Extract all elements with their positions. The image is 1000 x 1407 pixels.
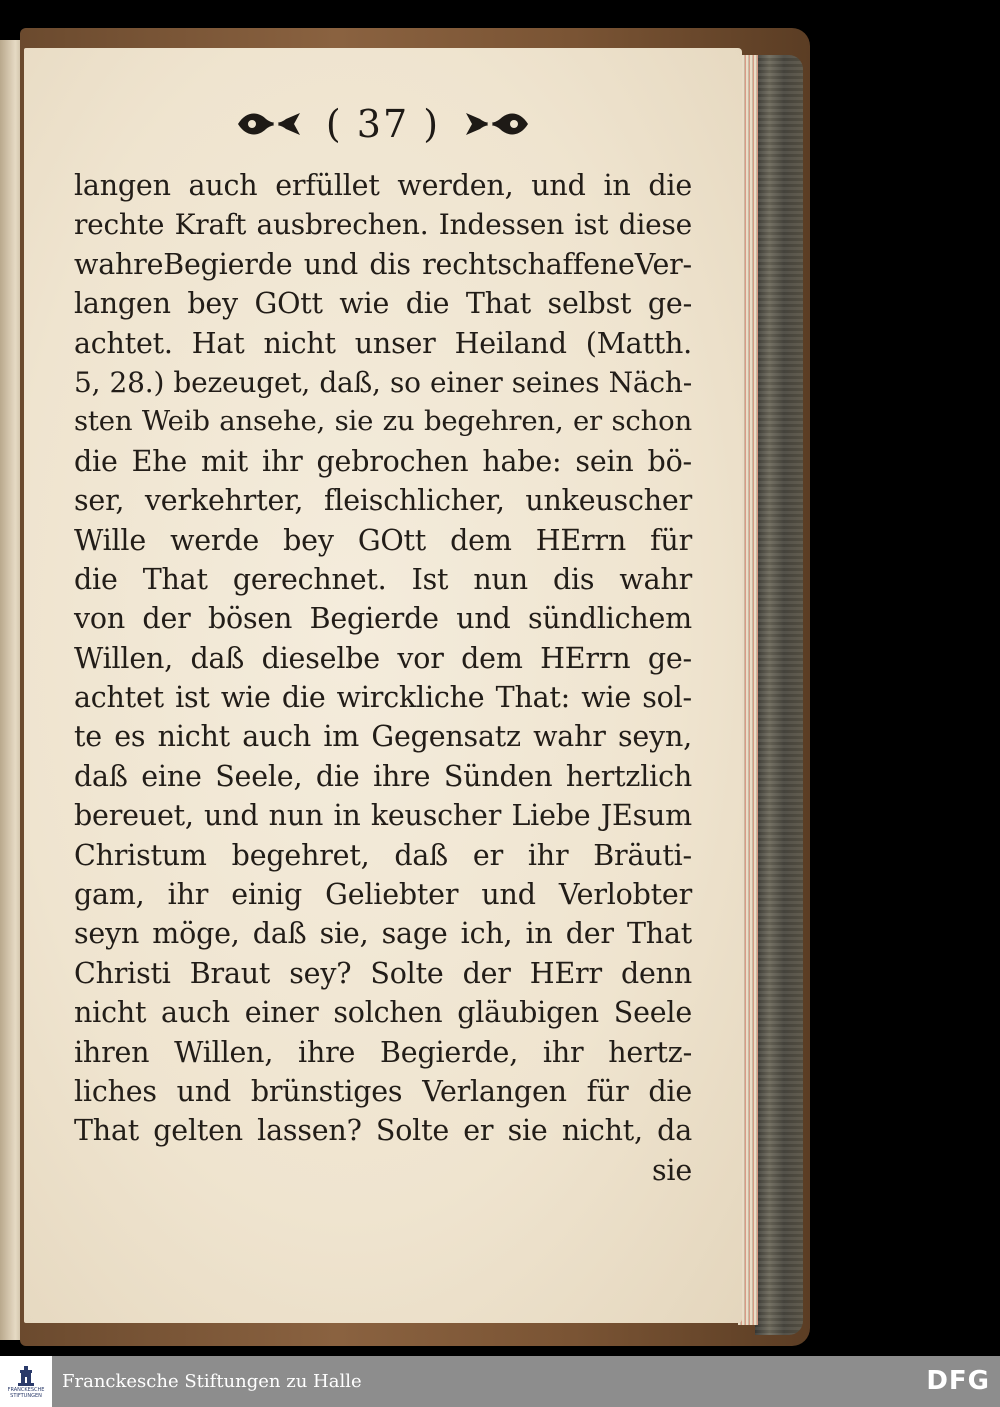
text-line: Willen, daß dieselbe vor dem HErrn ge- [74, 641, 692, 675]
text-line: gam, ihr einig Geliebter und Verlobter [74, 878, 692, 912]
ornament-left-icon [236, 109, 302, 139]
logo-text: FRANCKESCHE [7, 1386, 45, 1393]
logo-text: STIFTUNGEN [10, 1392, 42, 1399]
viewer-footer [0, 1356, 1000, 1407]
page-number: ( 37 ) [325, 101, 441, 146]
text-line: achtet ist wie die wirckliche That: wie sol- [74, 681, 692, 715]
building-icon [16, 1365, 36, 1387]
text-line: langen auch erfüllet werden, und in die [74, 169, 692, 202]
facing-page-edge [0, 40, 22, 1340]
text-line: Wille werde bey GOtt dem HErrn für [74, 523, 692, 557]
text-line: die That gerechnet. Ist nun dis wahr [74, 562, 692, 596]
institution-name[interactable]: Franckesche Stiftungen zu Halle [62, 1371, 362, 1392]
text-line: liches und brünstiges Verlangen für die [74, 1074, 692, 1108]
text-line: wahreBegierde und dis rechtschaffeneVer- [74, 247, 692, 281]
institution-logo[interactable] [0, 1356, 52, 1407]
text-line: seyn möge, daß sie, sage ich, in der That [74, 917, 692, 951]
text-line: te es nicht auch im Gegensatz wahr seyn, [74, 720, 692, 754]
book-page [24, 48, 742, 1323]
body-text [74, 166, 692, 1190]
text-line: langen bey GOtt wie die That selbst ge- [74, 287, 692, 321]
text-line: 5, 28.) bezeuget, daß, so einer seines Näch- [74, 365, 692, 399]
dfg-logo[interactable]: DFG [926, 1366, 990, 1396]
text-line: die Ehe mit ihr gebrochen habe: sein bö- [74, 444, 692, 478]
text-line: von der bösen Begierde und sündlichem [74, 602, 692, 636]
text-line: nicht auch einer solchen gläubigen Seele [74, 996, 692, 1030]
text-line: That gelten lassen? Solte er sie nicht, da [74, 1114, 692, 1148]
book-fore-edge [755, 55, 803, 1335]
text-line: ihren Willen, ihre Begierde, ihr hertz- [74, 1035, 692, 1069]
text-line: ser, verkehrter, fleischlicher, unkeuscher [74, 484, 692, 518]
text-line: achtet. Hat nicht unser Heiland (Matth. [74, 326, 692, 360]
text-line: Christi Braut sey? Solte der HErr denn [74, 956, 692, 990]
text-line: rechte Kraft ausbrechen. Indessen ist diese [74, 208, 692, 242]
page-header [24, 98, 742, 146]
catchword: sie [651, 1153, 692, 1187]
ornament-right-icon [464, 109, 530, 139]
text-line: bereuet, und nun in keuscher Liebe JEsum [74, 799, 692, 833]
text-line: Christum begehret, daß er ihr Bräuti- [74, 838, 692, 872]
text-line: daß eine Seele, die ihre Sünden hertzlich [74, 759, 692, 793]
text-line: sten Weib ansehe, sie zu begehren, er schon [74, 405, 692, 438]
